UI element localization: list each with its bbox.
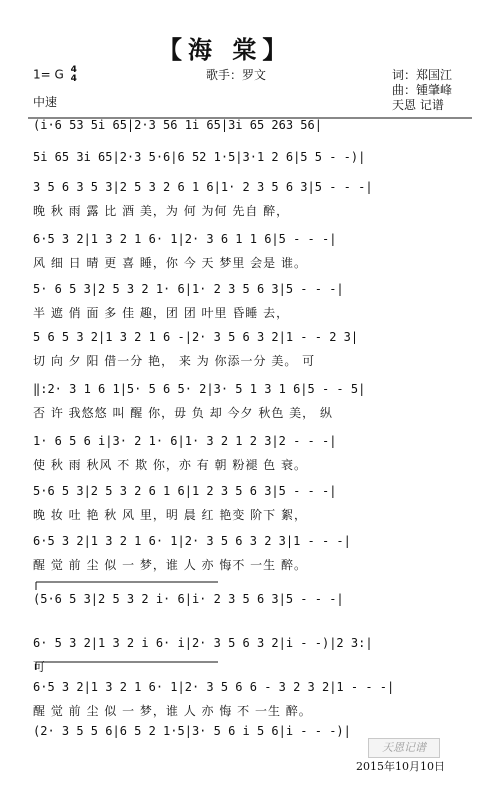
key-label: 1= G (33, 67, 64, 82)
time-signature-top: 4 (70, 65, 77, 75)
lyric-line: 晚 妆 吐 艳 秋 风 里，明 晨 红 艳变 阶下 絮， (33, 508, 307, 522)
lyric-line: 醒 觉 前 尘 似 一 梦，谁 人 亦 悔不 一生 醉。 (33, 558, 307, 572)
singer-credit: 歌手：罗文 (206, 68, 267, 82)
lyric-line: 否 许 我悠悠 叫 醒 你，毋 负 却 今夕 秋色 美， 纵 (33, 406, 333, 420)
notation-line: (2· 3 5 5 6|6 5 2 1·5|3· 5 6 i 5 6|i - - -)| (33, 724, 351, 738)
lyric-line: 半 遮 俏 面 多 佳 趣，团 团 叶里 昏睡 去， (33, 306, 290, 320)
composer-credit: 曲：锺肇峰 (392, 83, 453, 97)
notation-line: 5 6 5 3 2|1 3 2 1 6 -|2· 3 5 6 3 2|1 - - 2 3| (33, 330, 359, 344)
transcription-date: 2015年10月10日 (356, 760, 445, 773)
transcriber-credit: 天恩 记谱 (392, 98, 444, 112)
notation-line: 1· 6 5 6 i|3· 2 1· 6|1· 3 2 1 2 3|2 - - -| (33, 434, 337, 448)
lyricist-credit: 词：郑国江 (392, 68, 453, 82)
time-signature-bottom: 4 (70, 74, 77, 84)
lyric-line: 风 细 日 晴 更 喜 睡，你 今 天 梦里 会是 谁。 (33, 256, 307, 270)
song-title: 【海 棠】 (158, 36, 293, 64)
notation-line: (i·6 53 5i 65|2·3 56 1i 65|3i 65 263 56| (33, 118, 322, 132)
notation-line: 3 5 6 3 5 3|2 5 3 2 6 1 6|1· 2 3 5 6 3|5 - - -| (33, 180, 373, 194)
lyric-line: 晚 秋 雨 露 比 酒 美，为 何 为何 先自 醉， (33, 204, 290, 218)
notation-line: 6·5 3 2|1 3 2 1 6· 1|2· 3 6 1 1 6|5 - - -| (33, 232, 337, 246)
notation-line: 5i 65 3i 65|2·3 5·6|6 52 1·5|3·1 2 6|5 5 - -)| (33, 150, 366, 164)
notation-line: 5· 6 5 3|2 5 3 2 1· 6|1· 2 3 5 6 3|5 - - -| (33, 282, 344, 296)
tempo-marking: 中速 (33, 95, 58, 109)
notation-line: 6·5 3 2|1 3 2 1 6· 1|2· 3 5 6 3 2 3|1 - - -| (33, 534, 351, 548)
notation-line: 5·6 5 3|2 5 3 2 6 1 6|1 2 3 5 6 3|5 - - -| (33, 484, 337, 498)
lyric-line: 使 秋 雨 秋风 不 欺 你，亦 有 朝 粉褪 色 衰。 (33, 458, 307, 472)
notation-line: 6· 5 3 2|1 3 2 i 6· i|2· 3 5 6 3 2|i - -)|2 3:| (33, 636, 373, 650)
notation-line: 6·5 3 2|1 3 2 1 6· 1|2· 3 5 6 6 - 3 2 3 2|1 - - -| (33, 680, 395, 694)
lyric-line: 切 向 夕 阳 借一分 艳， 来 为 你添一分 美。 可 (33, 354, 316, 368)
transcriber-stamp: 天恩记谱 (368, 738, 440, 758)
lyric-line: 醒 觉 前 尘 似 一 梦，谁 人 亦 悔 不 一生 醉。 (33, 704, 312, 718)
notation-line: (5·6 5 3|2 5 3 2 i· 6|i· 2 3 5 6 3|5 - - -| (33, 592, 344, 606)
lyric-line: 可 (33, 660, 47, 674)
notation-line: ‖:2· 3 1 6 1|5· 5 6 5· 2|3· 5 1 3 1 6|5 - - 5| (33, 382, 366, 396)
